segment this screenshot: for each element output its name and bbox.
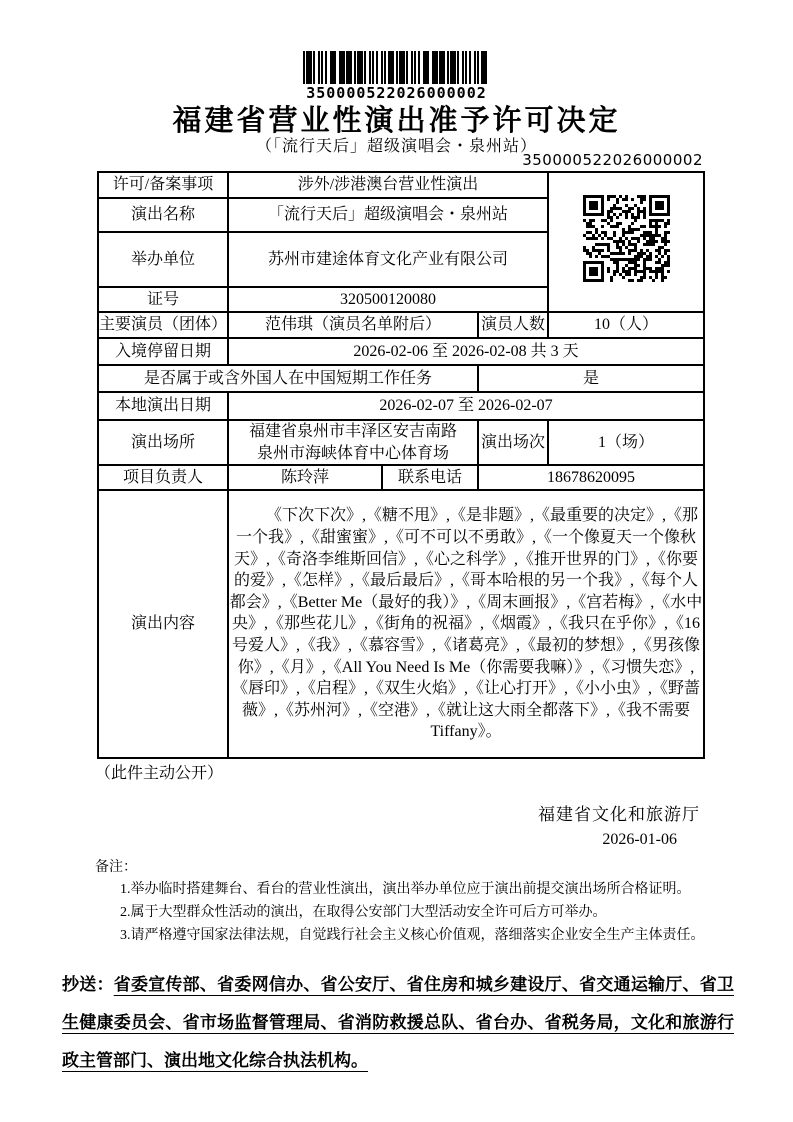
public-disclosure-note: （此件主动公开） <box>95 765 224 782</box>
entry-stay-label: 入境停留日期 <box>98 338 228 365</box>
sessions-value: 1（场） <box>548 420 704 465</box>
document-title: 福建省营业性演出准予许可决定 <box>172 105 621 137</box>
content-text: 《下次下次》,《糖不甩》,《是非题》,《最重要的决定》,《那一个我》,《甜蜜蜜》,《可不可以不勇敢》,《一个像夏天一个像秋天》,《奇洛李维斯回信》,《心之科学》,《推开世界的门》,《你要的爱》,《怎样》,《最后最后》,《哥本哈根的另一个我》,《每个人都会》,《Better Me（最好的我）》,《周末画报》,《宫若梅》,《水中央》,《那些花儿》,《街角的祝福》,《烟霞》,《我只在乎你》,《16 号爱人》,《我》,《慕容雪》,《诸葛亮》,《最初的梦想》,《男孩像你》,《月》,《All You Need Is Me（你需要我嘛）》,《习惯失恋》,《唇印》,《启程》,《双生火焰》,《让心打开》,《小小虫》,《野蔷薇》,《苏州河》,《空港》,《就让这大雨全都落下》,《我不需要 Tiffany》。 <box>229 507 703 741</box>
content-value <box>228 490 704 758</box>
short-term-work-value: 是 <box>478 365 704 392</box>
cc-text: 省委宣传部、省委网信办、省公安厅、省住房和城乡建设厅、省交通运输厅、省卫生健康委员会、省市场监督管理局、省消防救援总队、省台办、省税务局，文化和旅游行政主管部门、演出地文化综合执法机构。 <box>62 975 735 1070</box>
permit-item-value: 涉外/涉港澳台营业性演出 <box>228 172 548 198</box>
remark-item: 1.举办临时搭建舞台、看台的营业性演出，演出举办单位应于演出前提交演出场所合格证明。 <box>120 882 691 897</box>
organizer-value: 苏州市建途体育文化产业有限公司 <box>228 232 548 287</box>
permit-table <box>97 171 705 759</box>
performer-count-label: 演员人数 <box>478 312 548 338</box>
phone-value: 18678620095 <box>478 465 704 490</box>
organizer-label: 举办单位 <box>98 232 228 287</box>
project-manager-value: 陈玲萍 <box>228 465 382 490</box>
local-dates-label: 本地演出日期 <box>98 392 228 420</box>
performer-count-value: 10（人） <box>548 312 704 338</box>
entry-stay-value: 2026-02-06 至 2026-02-08 共 3 天 <box>228 338 704 365</box>
row-content <box>98 490 704 758</box>
remarks-label: 备注： <box>95 860 137 875</box>
remark-item: 3.请严格遵守国家法律法规，自觉践行社会主义核心价值观，落细落实企业安全生产主体责任。 <box>120 928 705 943</box>
phone-label: 联系电话 <box>382 465 478 490</box>
issuing-authority: 福建省文化和旅游厅 <box>538 805 700 824</box>
venue-value <box>228 420 478 465</box>
remark-item: 2.属于大型群众性活动的演出，在取得公安部门大型活动安全许可后方可举办。 <box>120 905 607 920</box>
row-local-dates <box>98 392 704 420</box>
venue-line1: 福建省泉州市丰泽区安吉南路 <box>248 423 457 440</box>
performance-name-label: 演出名称 <box>98 198 228 232</box>
main-performer-label: 主要演员（团体） <box>98 312 228 338</box>
main-performer-value: 范伟琪（演员名单附后） <box>228 312 478 338</box>
certificate-no-label: 证号 <box>98 287 228 312</box>
local-dates-value: 2026-02-07 至 2026-02-07 <box>228 392 704 420</box>
content-label: 演出内容 <box>98 490 228 758</box>
permit-item-label: 许可/备案事项 <box>98 172 228 198</box>
venue-line2: 泉州市海峡体育中心体育场 <box>256 444 449 462</box>
remarks-list <box>120 878 760 947</box>
performance-name-value: 「流行天后」超级演唱会・泉州站 <box>228 198 548 232</box>
cc-label: 抄送： <box>62 975 114 994</box>
row-short-term-work <box>98 365 704 392</box>
document-subtitle: （「流行天后」超级演唱会・泉州站） <box>255 138 537 155</box>
row-main-performer <box>98 312 704 338</box>
cc-block <box>62 966 734 1080</box>
barcode <box>303 51 489 84</box>
sessions-label: 演出场次 <box>478 420 548 465</box>
row-venue <box>98 420 704 465</box>
project-manager-label: 项目负责人 <box>98 465 228 490</box>
row-project-manager <box>98 465 704 490</box>
qr-code <box>548 172 704 312</box>
row-entry-stay-dates <box>98 338 704 365</box>
issue-date: 2026-01-06 <box>602 831 677 848</box>
qr-code-image <box>583 195 670 282</box>
barcode-number: 350000522026000002 <box>306 84 487 102</box>
certificate-no-value: 320500120080 <box>228 287 548 312</box>
row-permit-item <box>98 172 704 198</box>
document-number: 350000522026000002 <box>522 151 703 169</box>
short-term-work-label: 是否属于或含外国人在中国短期工作任务 <box>98 365 478 392</box>
venue-label: 演出场所 <box>98 420 228 465</box>
